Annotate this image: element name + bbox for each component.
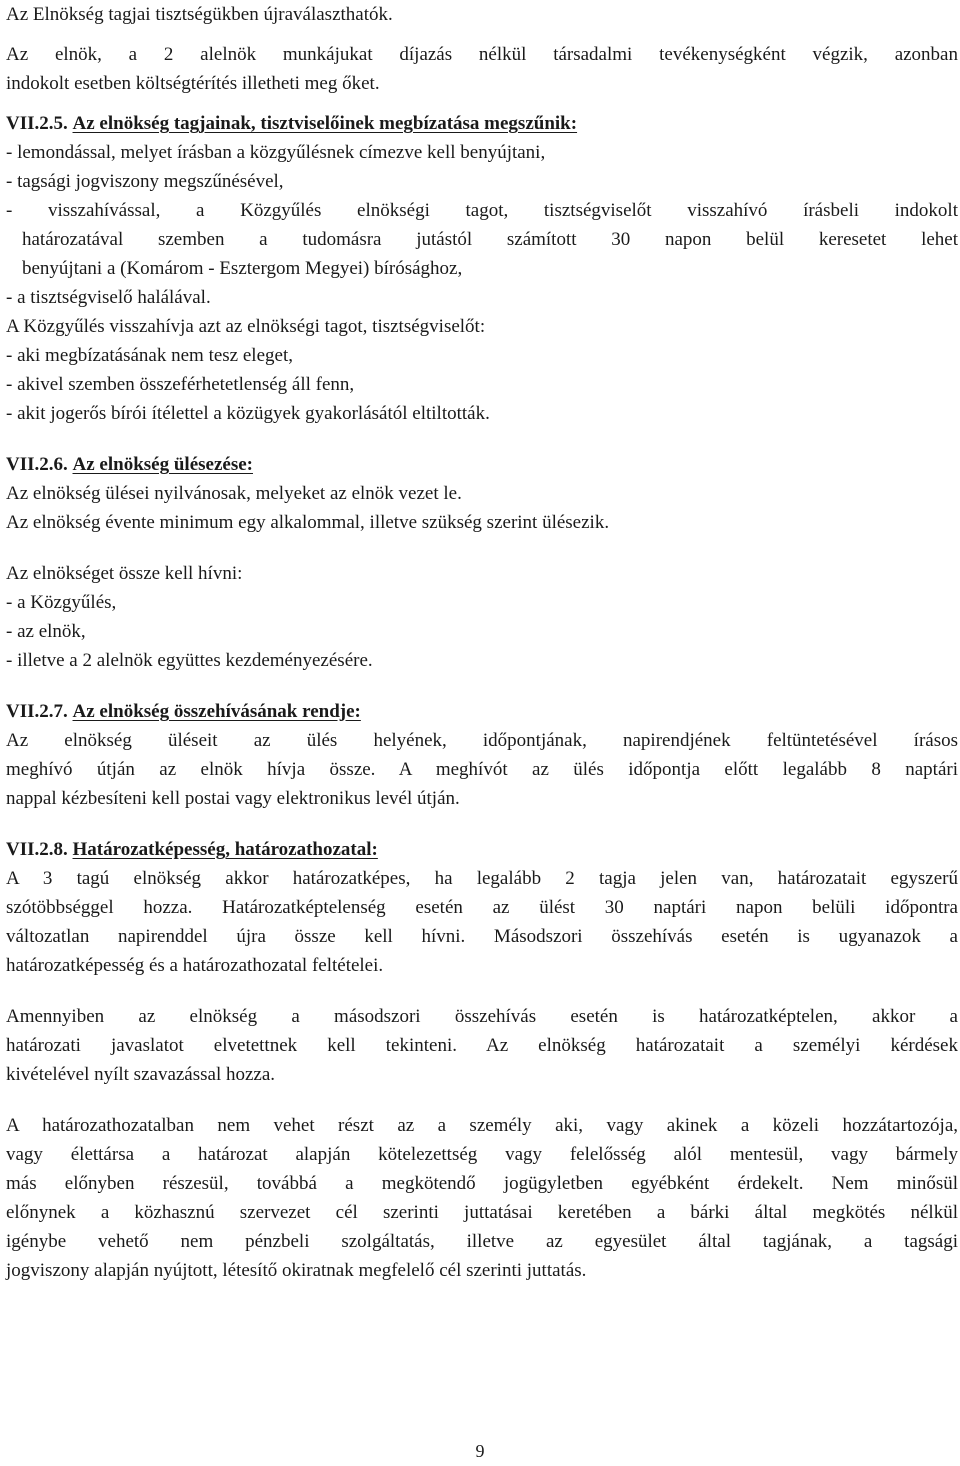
list-item: - akivel szemben összeférhetetlenség áll fenn, — [6, 374, 355, 395]
section-number: VII.2.5. — [6, 113, 68, 134]
list-item: - tagsági jogviszony megszűnésével, — [6, 171, 284, 192]
text-line: határozati javaslatot elvetettnek kell tekinteni. Az elnökség határozatait a személyi kérdések — [6, 1035, 958, 1056]
text-line: vagy élettársa a határozat alapján kötelezettség vagy felelősség alól mentesül, vagy bármely — [6, 1144, 958, 1165]
text-line: nappal kézbesíteni kell postai vagy elektronikus levél útján. — [6, 788, 460, 809]
section-heading-line — [6, 697, 958, 726]
list-item: - a tisztségviselő halálával. — [6, 287, 211, 308]
text-line: Amennyiben az elnökség a másodszori összehívás esetén is határozatképtelen, akkor a — [6, 1006, 958, 1027]
list-item: - az elnök, — [6, 621, 86, 642]
section-heading: Az elnökség ülésezése: — [72, 454, 253, 475]
list-item: - akit jogerős bírói ítélettel a közügyek gyakorlásától eltiltották. — [6, 403, 490, 424]
page-number: 9 — [475, 1441, 485, 1461]
text-line: indokolt esetben költségtérítés illetheti meg őket. — [6, 73, 380, 94]
text-line: Az elnök, a 2 alelnök munkájukat díjazás nélkül társadalmi tevékenységként végzik, azonban — [6, 44, 958, 65]
text-line: más előnyben részesül, továbbá a megkötendő jogügyletben egyébként érdekelt. Nem minősül — [6, 1173, 958, 1194]
text-line: A Közgyűlés visszahívja azt az elnökségi tagot, tisztségviselőt: — [6, 316, 486, 337]
section-heading-line — [6, 450, 958, 479]
list-item: - aki megbízatásának nem tesz eleget, — [6, 345, 293, 366]
section-number: VII.2.8. — [6, 839, 68, 860]
document-page — [6, 0, 958, 1285]
text-line: jogviszony alapján nyújtott, létesítő okiratnak megfelelő cél szerinti juttatás. — [6, 1260, 587, 1281]
text-line: határozatával szemben a tudomásra jutástól számított 30 napon belül keresetet lehet — [22, 229, 958, 250]
section-heading-line — [6, 109, 958, 138]
section-heading: Az elnökség összehívásának rendje: — [72, 701, 361, 722]
section-heading-line — [6, 835, 958, 864]
list-item: - a Közgyűlés, — [6, 592, 117, 613]
text-line: előnynek a közhasznú szervezet cél szerinti juttatásai keretében a bárki által megkötés nélkül — [6, 1202, 958, 1223]
section-number: VII.2.6. — [6, 454, 68, 475]
text-line: meghívó útján az elnök hívja össze. A meghívót az ülés időpontja előtt legalább 8 naptári — [6, 759, 958, 780]
text-line: A 3 tagú elnökség akkor határozatképes, ha legalább 2 tagja jelen van, határozatait egyszerű — [6, 868, 958, 889]
text-line: kivételével nyílt szavazással hozza. — [6, 1064, 276, 1085]
text-line: benyújtani a (Komárom - Esztergom Megyei) bírósághoz, — [22, 258, 463, 279]
text-line: igénybe vehető nem pénzbeli szolgáltatás, illetve az egyesület által tagjának, a tagsági — [6, 1231, 958, 1252]
section-heading: Határozatképesség, határozathozatal: — [72, 839, 378, 860]
list-item: - lemondással, melyet írásban a közgyűlésnek címezve kell benyújtani, — [6, 142, 546, 163]
text-line: Az elnökség üléseit az ülés helyének, időpontjának, napirendjének feltüntetésével írásos — [6, 730, 958, 751]
list-item: - visszahívással, a Közgyűlés elnökségi tagot, tisztségviselőt visszahívó írásbeli indokolt — [6, 200, 958, 221]
section-heading: Az elnökség tagjainak, tisztviselőinek megbízatása megszűnik: — [72, 113, 578, 134]
list-item: - illetve a 2 alelnök együttes kezdeményezésére. — [6, 650, 373, 671]
text-line: Az elnökség évente minimum egy alkalommal, illetve szükség szerint ülésezik. — [6, 512, 610, 533]
text-line: szótöbbséggel hozza. Határozatképtelenség esetén az ülést 30 naptári napon belüli időpontra — [6, 897, 958, 918]
text-line: változatlan napirenddel újra össze kell hívni. Másodszori összehívás esetén is ugyanazok a — [6, 926, 958, 947]
section-number: VII.2.7. — [6, 701, 68, 722]
text-line: Az elnökség ülései nyilvánosak, melyeket az elnök vezet le. — [6, 483, 462, 504]
text-line: Az elnökséget össze kell hívni: — [6, 563, 243, 584]
text-line: Az Elnökség tagjai tisztségükben újraválaszthatók. — [6, 4, 393, 25]
text-line: A határozathozatalban nem vehet részt az a személy aki, vagy akinek a közeli hozzátartozója, — [6, 1115, 958, 1136]
text-line: határozatképesség és a határozathozatal feltételei. — [6, 955, 384, 976]
